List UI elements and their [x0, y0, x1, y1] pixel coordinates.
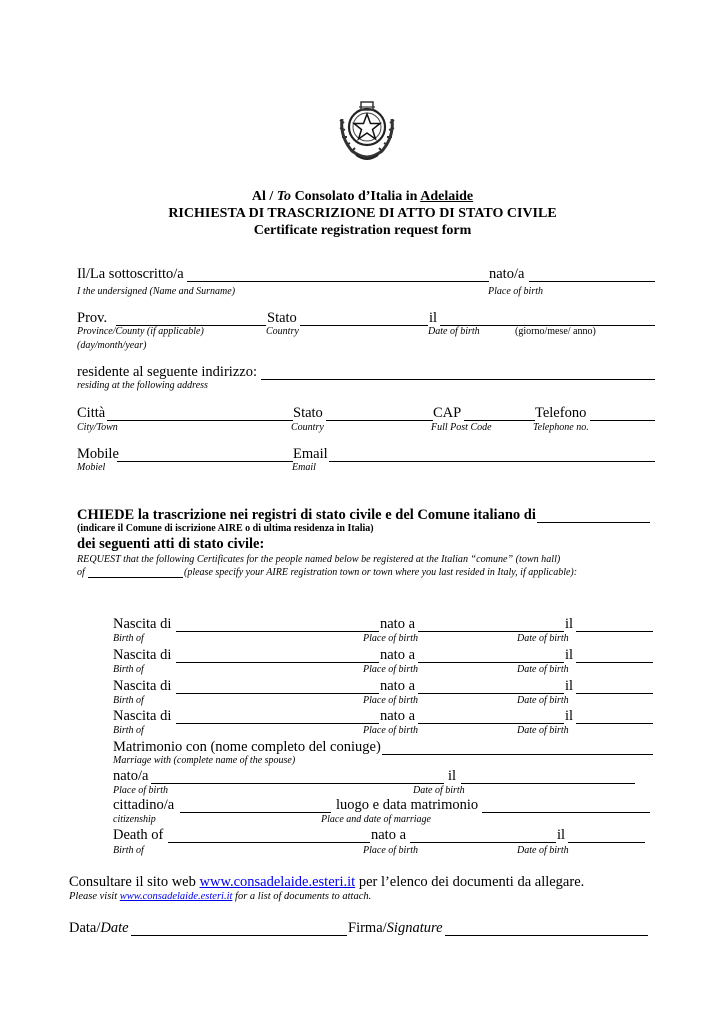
request-subheading: dei seguenti atti di stato civile:: [77, 536, 265, 552]
marriage-place-field[interactable]: [482, 812, 650, 813]
date-of-birth-sub: Date of birth: [517, 725, 569, 736]
born-at-label: nato a: [380, 708, 416, 724]
date-label: il: [565, 647, 574, 663]
birth-label: Nascita di: [113, 616, 172, 632]
born-label: nato/a: [489, 266, 525, 282]
birth-of-sub: Birth of: [113, 695, 144, 706]
state2-field[interactable]: [326, 420, 433, 421]
birth-of-sub: Birth of: [113, 725, 144, 736]
consulate-link[interactable]: www.consadelaide.esteri.it: [199, 874, 356, 890]
mobile-field[interactable]: [117, 461, 293, 462]
prov-sub: Province/County (if applicable): [77, 326, 204, 337]
birth-place-field[interactable]: [418, 723, 564, 724]
phone-label: Telefono: [535, 405, 587, 421]
state2-label: Stato: [293, 405, 323, 421]
birth-label: Nascita di: [113, 678, 172, 694]
birth-name-field[interactable]: [176, 662, 379, 663]
consult-suffix: per l’elenco dei documenti da allegare.: [355, 874, 585, 890]
signature-field[interactable]: [445, 935, 648, 936]
birth-name-field[interactable]: [176, 723, 379, 724]
marriage-place-label: luogo e data matrimonio: [336, 797, 479, 813]
italian-republic-emblem: [336, 97, 398, 163]
death-born-label: nato a: [371, 827, 407, 843]
birth-date-field[interactable]: [576, 693, 653, 694]
citizenship-label: cittadino/a: [113, 797, 175, 813]
name-field[interactable]: [187, 281, 489, 282]
spouse-date-label: il: [448, 768, 457, 784]
email-field[interactable]: [329, 461, 655, 462]
spouse-date-sub: Date of birth: [413, 785, 465, 796]
name-sub: I the undersigned (Name and Surname): [77, 286, 236, 297]
marriage-place-sub: Place and date of marriage: [321, 814, 431, 825]
birth-name-field[interactable]: [176, 693, 379, 694]
signature-label-en: Signature: [386, 920, 443, 936]
header-line1: [0, 188, 725, 205]
death-label: Death of: [113, 827, 164, 843]
birth-name-field[interactable]: [176, 631, 379, 632]
place-of-birth-sub: Place of birth: [363, 633, 418, 644]
birth-of-sub: Birth of: [113, 633, 144, 644]
spouse-birthplace-field[interactable]: [151, 783, 444, 784]
consulate-link-en[interactable]: www.consadelaide.esteri.it: [119, 891, 233, 902]
phone-sub: Telephone no.: [533, 422, 589, 433]
birth-date-field[interactable]: [576, 723, 653, 724]
comune-field[interactable]: [537, 522, 650, 523]
request-note: (indicare il Comune di iscrizione AIRE o di ultima residenza in Italia): [77, 523, 374, 534]
state-label: Stato: [267, 310, 297, 326]
born-at-label: nato a: [380, 678, 416, 694]
death-date-label: il: [557, 827, 566, 843]
header-to: To: [276, 189, 292, 204]
email-label: Email: [293, 446, 328, 462]
consult-line: [69, 874, 584, 891]
born-at-label: nato a: [380, 647, 416, 663]
firma-label: Firma/: [348, 920, 387, 936]
request-english-2: (please specify your AIRE registration town or town where you last resided in Italy, if applicable):: [184, 567, 578, 578]
dob-sub: Date of birth: [428, 326, 480, 337]
spouse-dob-field[interactable]: [461, 783, 635, 784]
address-field[interactable]: [261, 379, 655, 380]
death-place-field[interactable]: [410, 842, 556, 843]
date-label-en: Date: [100, 920, 129, 936]
place-of-birth-sub: Place of birth: [363, 664, 418, 675]
date-of-birth-sub: Date of birth: [517, 695, 569, 706]
spouse-name-field[interactable]: [382, 754, 653, 755]
address-label: residente al seguente indirizzo:: [77, 364, 257, 380]
birth-place-field[interactable]: [418, 662, 564, 663]
visit-prefix: Please visit: [69, 891, 120, 902]
birth-of-sub: Birth of: [113, 664, 144, 675]
request-english-of: of: [77, 567, 85, 578]
header-city: Adelaide: [420, 189, 474, 204]
marriage-label: Matrimonio con (nome completo del coniuge): [113, 739, 381, 755]
cap-sub: Full Post Code: [431, 422, 492, 433]
visit-line: [69, 891, 371, 902]
birth-of-sub: Birth of: [113, 845, 144, 856]
form-subtitle: Certificate registration request form: [253, 223, 472, 238]
state2-sub: Country: [291, 422, 324, 433]
header-middle: Consolato d’Italia in: [291, 189, 421, 204]
request-english-1: REQUEST that the following Certificates for the people named below be registered at the Italian “comune” (town hall): [77, 554, 561, 565]
header-prefix: Al /: [251, 189, 277, 204]
signature-label: [348, 920, 443, 937]
cap-field[interactable]: [464, 420, 535, 421]
dob-format: (giorno/mese/ anno): [515, 326, 596, 337]
death-date-field[interactable]: [568, 842, 645, 843]
birth-place-field[interactable]: [418, 631, 564, 632]
date-label: il: [565, 708, 574, 724]
state-sub: Country: [266, 326, 299, 337]
comune-en-field[interactable]: [88, 577, 183, 578]
place-of-birth-sub: Place of birth: [363, 845, 418, 856]
marriage-sub: Marriage with (complete name of the spouse): [113, 755, 296, 766]
birthplace-field[interactable]: [529, 281, 655, 282]
visit-suffix: for a list of documents to attach.: [232, 891, 372, 902]
citizenship-sub: citizenship: [113, 814, 156, 825]
date-of-birth-sub: Date of birth: [517, 633, 569, 644]
birth-place-field[interactable]: [418, 693, 564, 694]
request-heading: CHIEDE la trascrizione nei registri di stato civile e del Comune italiano di: [77, 507, 536, 523]
date-field[interactable]: [131, 935, 347, 936]
date-of-birth-sub: Date of birth: [517, 845, 569, 856]
consult-prefix: Consultare il sito web: [69, 874, 200, 890]
date-sign-label: [69, 920, 129, 937]
mobile-label: Mobile: [77, 446, 119, 462]
city-sub: City/Town: [77, 422, 118, 433]
state-field[interactable]: [300, 325, 428, 326]
mobile-sub: Mobiel: [77, 462, 106, 473]
spouse-born-label: nato/a: [113, 768, 149, 784]
cap-label: CAP: [433, 405, 462, 421]
city-field[interactable]: [107, 420, 293, 421]
born-sub: Place of birth: [488, 286, 543, 297]
dob-label: il: [429, 310, 438, 326]
city-label: Città: [77, 405, 106, 421]
birth-label: Nascita di: [113, 647, 172, 663]
place-of-birth-sub: Place of birth: [363, 695, 418, 706]
prov-label: Prov.: [77, 310, 108, 326]
death-name-field[interactable]: [168, 842, 370, 843]
email-sub: Email: [292, 462, 316, 473]
birth-label: Nascita di: [113, 708, 172, 724]
date-label: il: [565, 616, 574, 632]
form-title: RICHIESTA DI TRASCRIZIONE DI ATTO DI STATO CIVILE: [168, 206, 557, 221]
birth-date-field[interactable]: [576, 662, 653, 663]
name-label: Il/La sottoscritto/a: [77, 266, 184, 282]
place-of-birth-sub: Place of birth: [363, 725, 418, 736]
dob-format-en: (day/month/year): [77, 340, 147, 351]
date-of-birth-sub: Date of birth: [517, 664, 569, 675]
citizenship-field[interactable]: [180, 812, 331, 813]
spouse-place-sub: Place of birth: [113, 785, 168, 796]
born-at-label: nato a: [380, 616, 416, 632]
phone-field[interactable]: [590, 420, 655, 421]
date-label: il: [565, 678, 574, 694]
address-sub: residing at the following address: [77, 380, 208, 391]
data-label: Data/: [69, 920, 101, 936]
birth-date-field[interactable]: [576, 631, 653, 632]
